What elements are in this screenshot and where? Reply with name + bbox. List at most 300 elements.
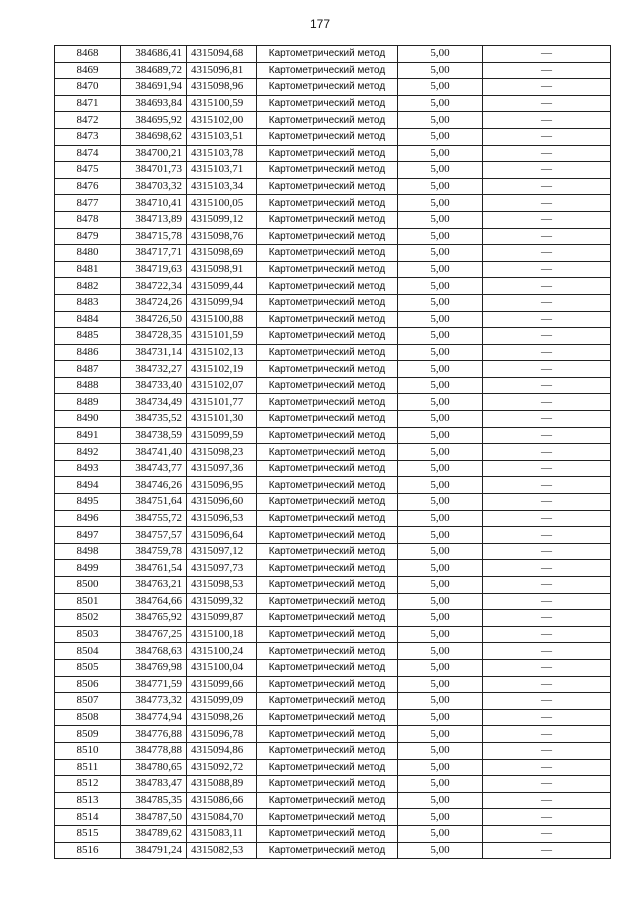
y-coordinate-cell: 4315096,81 (187, 62, 257, 79)
x-coordinate-cell: 384735,52 (121, 411, 187, 428)
point-number-cell: 8487 (55, 361, 121, 378)
precision-cell: 5,00 (398, 659, 483, 676)
y-coordinate-cell: 4315100,18 (187, 626, 257, 643)
method-cell: Картометрический метод (257, 560, 398, 577)
x-coordinate-cell: 384710,41 (121, 195, 187, 212)
x-coordinate-cell: 384691,94 (121, 79, 187, 96)
method-cell: Картометрический метод (257, 527, 398, 544)
description-cell: — (483, 693, 611, 710)
description-cell: — (483, 261, 611, 278)
method-cell: Картометрический метод (257, 46, 398, 63)
x-coordinate-cell: 384763,21 (121, 577, 187, 594)
method-cell: Картометрический метод (257, 261, 398, 278)
precision-cell: 5,00 (398, 726, 483, 743)
x-coordinate-cell: 384719,63 (121, 261, 187, 278)
x-coordinate-cell: 384722,34 (121, 278, 187, 295)
y-coordinate-cell: 4315103,78 (187, 145, 257, 162)
method-cell: Картометрический метод (257, 742, 398, 759)
table-row (55, 46, 611, 63)
table-row (55, 726, 611, 743)
x-coordinate-cell: 384767,25 (121, 626, 187, 643)
y-coordinate-cell: 4315102,19 (187, 361, 257, 378)
precision-cell: 5,00 (398, 543, 483, 560)
method-cell: Картометрический метод (257, 759, 398, 776)
y-coordinate-cell: 4315084,70 (187, 809, 257, 826)
x-coordinate-cell: 384703,32 (121, 178, 187, 195)
method-cell: Картометрический метод (257, 162, 398, 179)
x-coordinate-cell: 384724,26 (121, 294, 187, 311)
precision-cell: 5,00 (398, 693, 483, 710)
method-cell: Картометрический метод (257, 228, 398, 245)
precision-cell: 5,00 (398, 361, 483, 378)
y-coordinate-cell: 4315098,96 (187, 79, 257, 96)
description-cell: — (483, 162, 611, 179)
y-coordinate-cell: 4315100,04 (187, 659, 257, 676)
x-coordinate-cell: 384755,72 (121, 510, 187, 527)
x-coordinate-cell: 384693,84 (121, 95, 187, 112)
precision-cell: 5,00 (398, 560, 483, 577)
description-cell: — (483, 245, 611, 262)
description-cell: — (483, 444, 611, 461)
precision-cell: 5,00 (398, 577, 483, 594)
precision-cell: 5,00 (398, 593, 483, 610)
point-number-cell: 8477 (55, 195, 121, 212)
y-coordinate-cell: 4315096,64 (187, 527, 257, 544)
y-coordinate-cell: 4315099,12 (187, 211, 257, 228)
precision-cell: 5,00 (398, 825, 483, 842)
method-cell: Картометрический метод (257, 112, 398, 129)
x-coordinate-cell: 384764,66 (121, 593, 187, 610)
precision-cell: 5,00 (398, 46, 483, 63)
point-number-cell: 8501 (55, 593, 121, 610)
y-coordinate-cell: 4315099,87 (187, 610, 257, 627)
description-cell: — (483, 792, 611, 809)
x-coordinate-cell: 384768,63 (121, 643, 187, 660)
table-row (55, 178, 611, 195)
y-coordinate-cell: 4315100,24 (187, 643, 257, 660)
method-cell: Картометрический метод (257, 626, 398, 643)
method-cell: Картометрический метод (257, 394, 398, 411)
y-coordinate-cell: 4315100,88 (187, 311, 257, 328)
precision-cell: 5,00 (398, 610, 483, 627)
method-cell: Картометрический метод (257, 311, 398, 328)
point-number-cell: 8503 (55, 626, 121, 643)
description-cell: — (483, 577, 611, 594)
description-cell: — (483, 527, 611, 544)
description-cell: — (483, 195, 611, 212)
y-coordinate-cell: 4315098,69 (187, 245, 257, 262)
table-row (55, 510, 611, 527)
method-cell: Картометрический метод (257, 195, 398, 212)
precision-cell: 5,00 (398, 776, 483, 793)
y-coordinate-cell: 4315097,36 (187, 460, 257, 477)
table-row (55, 809, 611, 826)
method-cell: Картометрический метод (257, 278, 398, 295)
point-number-cell: 8475 (55, 162, 121, 179)
precision-cell: 5,00 (398, 411, 483, 428)
x-coordinate-cell: 384751,64 (121, 494, 187, 511)
table-row (55, 709, 611, 726)
method-cell: Картометрический метод (257, 842, 398, 859)
precision-cell: 5,00 (398, 709, 483, 726)
table-row (55, 394, 611, 411)
method-cell: Картометрический метод (257, 344, 398, 361)
precision-cell: 5,00 (398, 95, 483, 112)
precision-cell: 5,00 (398, 759, 483, 776)
method-cell: Картометрический метод (257, 245, 398, 262)
precision-cell: 5,00 (398, 311, 483, 328)
method-cell: Картометрический метод (257, 693, 398, 710)
point-number-cell: 8498 (55, 543, 121, 560)
precision-cell: 5,00 (398, 62, 483, 79)
point-number-cell: 8495 (55, 494, 121, 511)
precision-cell: 5,00 (398, 79, 483, 96)
y-coordinate-cell: 4315099,59 (187, 427, 257, 444)
table-row (55, 344, 611, 361)
table-row (55, 328, 611, 345)
point-number-cell: 8474 (55, 145, 121, 162)
description-cell: — (483, 676, 611, 693)
description-cell: — (483, 543, 611, 560)
y-coordinate-cell: 4315102,13 (187, 344, 257, 361)
method-cell: Картометрический метод (257, 659, 398, 676)
precision-cell: 5,00 (398, 626, 483, 643)
point-number-cell: 8484 (55, 311, 121, 328)
table-row (55, 427, 611, 444)
y-coordinate-cell: 4315098,76 (187, 228, 257, 245)
method-cell: Картометрический метод (257, 211, 398, 228)
description-cell: — (483, 494, 611, 511)
method-cell: Картометрический метод (257, 460, 398, 477)
x-coordinate-cell: 384734,49 (121, 394, 187, 411)
y-coordinate-cell: 4315082,53 (187, 842, 257, 859)
point-number-cell: 8469 (55, 62, 121, 79)
description-cell: — (483, 477, 611, 494)
y-coordinate-cell: 4315099,66 (187, 676, 257, 693)
table-row (55, 377, 611, 394)
method-cell: Картометрический метод (257, 593, 398, 610)
x-coordinate-cell: 384700,21 (121, 145, 187, 162)
y-coordinate-cell: 4315102,07 (187, 377, 257, 394)
precision-cell: 5,00 (398, 842, 483, 859)
y-coordinate-cell: 4315092,72 (187, 759, 257, 776)
x-coordinate-cell: 384783,47 (121, 776, 187, 793)
precision-cell: 5,00 (398, 444, 483, 461)
precision-cell: 5,00 (398, 278, 483, 295)
table-row (55, 759, 611, 776)
point-number-cell: 8470 (55, 79, 121, 96)
description-cell: — (483, 178, 611, 195)
x-coordinate-cell: 384785,35 (121, 792, 187, 809)
point-number-cell: 8468 (55, 46, 121, 63)
y-coordinate-cell: 4315100,59 (187, 95, 257, 112)
point-number-cell: 8491 (55, 427, 121, 444)
x-coordinate-cell: 384686,41 (121, 46, 187, 63)
x-coordinate-cell: 384746,26 (121, 477, 187, 494)
description-cell: — (483, 411, 611, 428)
table-row (55, 311, 611, 328)
description-cell: — (483, 128, 611, 145)
description-cell: — (483, 560, 611, 577)
x-coordinate-cell: 384787,50 (121, 809, 187, 826)
y-coordinate-cell: 4315103,71 (187, 162, 257, 179)
precision-cell: 5,00 (398, 195, 483, 212)
x-coordinate-cell: 384731,14 (121, 344, 187, 361)
x-coordinate-cell: 384791,24 (121, 842, 187, 859)
table-row (55, 112, 611, 129)
precision-cell: 5,00 (398, 245, 483, 262)
precision-cell: 5,00 (398, 643, 483, 660)
method-cell: Картометрический метод (257, 792, 398, 809)
point-number-cell: 8493 (55, 460, 121, 477)
precision-cell: 5,00 (398, 394, 483, 411)
method-cell: Картометрический метод (257, 328, 398, 345)
method-cell: Картометрический метод (257, 477, 398, 494)
table-row (55, 245, 611, 262)
method-cell: Картометрический метод (257, 62, 398, 79)
x-coordinate-cell: 384771,59 (121, 676, 187, 693)
table-row (55, 128, 611, 145)
precision-cell: 5,00 (398, 477, 483, 494)
point-number-cell: 8492 (55, 444, 121, 461)
table-row (55, 742, 611, 759)
table-row (55, 776, 611, 793)
x-coordinate-cell: 384732,27 (121, 361, 187, 378)
table-row (55, 825, 611, 842)
description-cell: — (483, 510, 611, 527)
description-cell: — (483, 842, 611, 859)
table-row (55, 842, 611, 859)
y-coordinate-cell: 4315100,05 (187, 195, 257, 212)
description-cell: — (483, 626, 611, 643)
table-row (55, 643, 611, 660)
point-number-cell: 8513 (55, 792, 121, 809)
point-number-cell: 8481 (55, 261, 121, 278)
description-cell: — (483, 825, 611, 842)
table-row (55, 411, 611, 428)
description-cell: — (483, 394, 611, 411)
point-number-cell: 8500 (55, 577, 121, 594)
table-row (55, 145, 611, 162)
precision-cell: 5,00 (398, 344, 483, 361)
x-coordinate-cell: 384726,50 (121, 311, 187, 328)
precision-cell: 5,00 (398, 294, 483, 311)
method-cell: Картометрический метод (257, 809, 398, 826)
table-row (55, 79, 611, 96)
method-cell: Картометрический метод (257, 444, 398, 461)
point-number-cell: 8506 (55, 676, 121, 693)
method-cell: Картометрический метод (257, 543, 398, 560)
x-coordinate-cell: 384717,71 (121, 245, 187, 262)
precision-cell: 5,00 (398, 128, 483, 145)
point-number-cell: 8512 (55, 776, 121, 793)
y-coordinate-cell: 4315099,44 (187, 278, 257, 295)
point-number-cell: 8504 (55, 643, 121, 660)
table-row (55, 62, 611, 79)
x-coordinate-cell: 384695,92 (121, 112, 187, 129)
x-coordinate-cell: 384776,88 (121, 726, 187, 743)
y-coordinate-cell: 4315101,30 (187, 411, 257, 428)
y-coordinate-cell: 4315097,73 (187, 560, 257, 577)
y-coordinate-cell: 4315083,11 (187, 825, 257, 842)
table-row (55, 792, 611, 809)
table-row (55, 162, 611, 179)
precision-cell: 5,00 (398, 792, 483, 809)
method-cell: Картометрический метод (257, 128, 398, 145)
description-cell: — (483, 643, 611, 660)
table-row (55, 261, 611, 278)
point-number-cell: 8499 (55, 560, 121, 577)
x-coordinate-cell: 384738,59 (121, 427, 187, 444)
description-cell: — (483, 361, 611, 378)
y-coordinate-cell: 4315101,59 (187, 328, 257, 345)
y-coordinate-cell: 4315096,95 (187, 477, 257, 494)
method-cell: Картометрический метод (257, 145, 398, 162)
precision-cell: 5,00 (398, 162, 483, 179)
page-number: 177 (309, 17, 331, 31)
point-number-cell: 8502 (55, 610, 121, 627)
point-number-cell: 8507 (55, 693, 121, 710)
point-number-cell: 8478 (55, 211, 121, 228)
table-row (55, 693, 611, 710)
x-coordinate-cell: 384728,35 (121, 328, 187, 345)
x-coordinate-cell: 384698,62 (121, 128, 187, 145)
y-coordinate-cell: 4315098,26 (187, 709, 257, 726)
method-cell: Картометрический метод (257, 294, 398, 311)
y-coordinate-cell: 4315102,00 (187, 112, 257, 129)
point-number-cell: 8516 (55, 842, 121, 859)
y-coordinate-cell: 4315088,89 (187, 776, 257, 793)
description-cell: — (483, 377, 611, 394)
description-cell: — (483, 79, 611, 96)
table-row (55, 543, 611, 560)
precision-cell: 5,00 (398, 510, 483, 527)
table-row (55, 494, 611, 511)
precision-cell: 5,00 (398, 178, 483, 195)
point-number-cell: 8515 (55, 825, 121, 842)
y-coordinate-cell: 4315094,68 (187, 46, 257, 63)
precision-cell: 5,00 (398, 527, 483, 544)
table-row (55, 278, 611, 295)
x-coordinate-cell: 384741,40 (121, 444, 187, 461)
y-coordinate-cell: 4315098,23 (187, 444, 257, 461)
table-row (55, 626, 611, 643)
table-row (55, 361, 611, 378)
coordinates-table-body (55, 46, 611, 859)
description-cell: — (483, 709, 611, 726)
description-cell: — (483, 62, 611, 79)
method-cell: Картометрический метод (257, 643, 398, 660)
table-row (55, 211, 611, 228)
x-coordinate-cell: 384733,40 (121, 377, 187, 394)
point-number-cell: 8489 (55, 394, 121, 411)
precision-cell: 5,00 (398, 145, 483, 162)
precision-cell: 5,00 (398, 211, 483, 228)
x-coordinate-cell: 384757,57 (121, 527, 187, 544)
table-row (55, 610, 611, 627)
table-row (55, 676, 611, 693)
y-coordinate-cell: 4315101,77 (187, 394, 257, 411)
precision-cell: 5,00 (398, 676, 483, 693)
point-number-cell: 8483 (55, 294, 121, 311)
y-coordinate-cell: 4315097,12 (187, 543, 257, 560)
point-number-cell: 8471 (55, 95, 121, 112)
description-cell: — (483, 460, 611, 477)
table-row (55, 577, 611, 594)
description-cell: — (483, 344, 611, 361)
y-coordinate-cell: 4315094,86 (187, 742, 257, 759)
point-number-cell: 8485 (55, 328, 121, 345)
method-cell: Картометрический метод (257, 79, 398, 96)
description-cell: — (483, 311, 611, 328)
table-row (55, 477, 611, 494)
precision-cell: 5,00 (398, 228, 483, 245)
precision-cell: 5,00 (398, 809, 483, 826)
y-coordinate-cell: 4315096,60 (187, 494, 257, 511)
precision-cell: 5,00 (398, 261, 483, 278)
x-coordinate-cell: 384713,89 (121, 211, 187, 228)
description-cell: — (483, 726, 611, 743)
x-coordinate-cell: 384769,98 (121, 659, 187, 676)
coordinates-table (54, 45, 611, 859)
x-coordinate-cell: 384778,88 (121, 742, 187, 759)
point-number-cell: 8480 (55, 245, 121, 262)
description-cell: — (483, 278, 611, 295)
y-coordinate-cell: 4315103,51 (187, 128, 257, 145)
description-cell: — (483, 211, 611, 228)
point-number-cell: 8482 (55, 278, 121, 295)
x-coordinate-cell: 384761,54 (121, 560, 187, 577)
method-cell: Картометрический метод (257, 427, 398, 444)
point-number-cell: 8473 (55, 128, 121, 145)
x-coordinate-cell: 384743,77 (121, 460, 187, 477)
x-coordinate-cell: 384701,73 (121, 162, 187, 179)
table-row (55, 95, 611, 112)
table-row (55, 228, 611, 245)
point-number-cell: 8479 (55, 228, 121, 245)
point-number-cell: 8486 (55, 344, 121, 361)
precision-cell: 5,00 (398, 427, 483, 444)
method-cell: Картометрический метод (257, 726, 398, 743)
y-coordinate-cell: 4315096,53 (187, 510, 257, 527)
point-number-cell: 8509 (55, 726, 121, 743)
y-coordinate-cell: 4315099,32 (187, 593, 257, 610)
method-cell: Картометрический метод (257, 411, 398, 428)
precision-cell: 5,00 (398, 328, 483, 345)
description-cell: — (483, 294, 611, 311)
x-coordinate-cell: 384759,78 (121, 543, 187, 560)
y-coordinate-cell: 4315098,91 (187, 261, 257, 278)
point-number-cell: 8496 (55, 510, 121, 527)
description-cell: — (483, 809, 611, 826)
x-coordinate-cell: 384765,92 (121, 610, 187, 627)
method-cell: Картометрический метод (257, 178, 398, 195)
point-number-cell: 8508 (55, 709, 121, 726)
y-coordinate-cell: 4315103,34 (187, 178, 257, 195)
method-cell: Картометрический метод (257, 377, 398, 394)
method-cell: Картометрический метод (257, 825, 398, 842)
point-number-cell: 8476 (55, 178, 121, 195)
method-cell: Картометрический метод (257, 610, 398, 627)
precision-cell: 5,00 (398, 377, 483, 394)
x-coordinate-cell: 384689,72 (121, 62, 187, 79)
x-coordinate-cell: 384780,65 (121, 759, 187, 776)
method-cell: Картометрический метод (257, 510, 398, 527)
description-cell: — (483, 228, 611, 245)
method-cell: Картометрический метод (257, 776, 398, 793)
description-cell: — (483, 759, 611, 776)
method-cell: Картометрический метод (257, 577, 398, 594)
